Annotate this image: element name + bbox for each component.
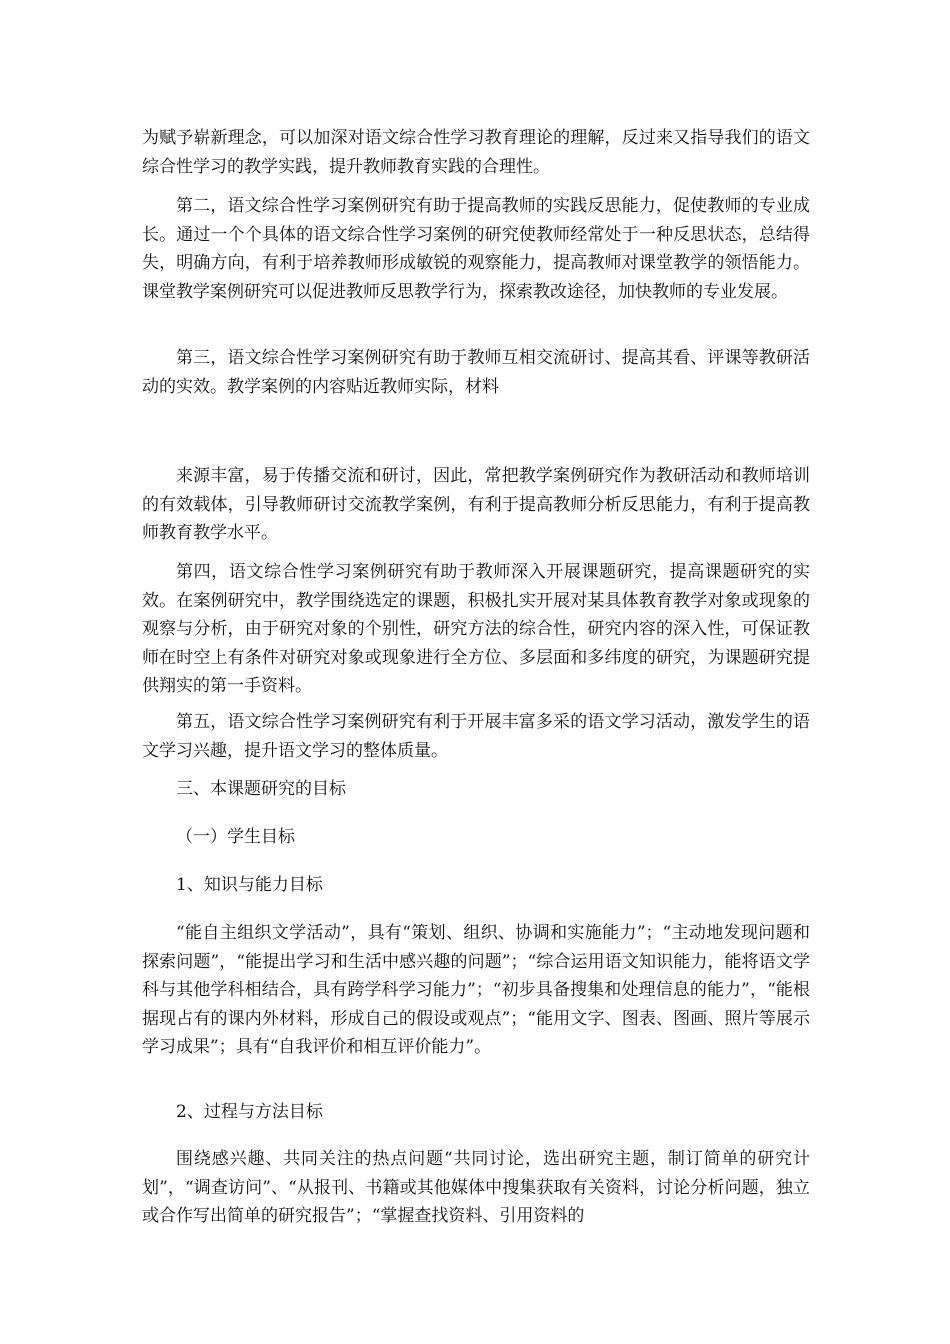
paragraph: “能自主组织文学活动”，具有“策划、组织、协调和实施能力”；“主动地发现问题和探索问题”，“能提出学习和生活中感兴趣的问题”；“综合运用语文知识能力，能将语文学科与其他学科相结合，具有跨学科学习能力”；“初步具备搜集和处理信息的能力”，“能根据现占有的课内外材料，形成自己的假设或观点”；“能用文字、图表、图画、照片等展示学习成果”；具有“自我评价和相互评价能力”。 (142, 923, 810, 1057)
paragraph: 第五，语文综合性学习案例研究有利于开展丰富多采的语文学习活动，激发学生的语文学习兴趣，提升语文学习的整体质量。 (142, 712, 810, 761)
paragraph: 来源丰富，易于传播交流和研讨，因此，常把教学案例研究作为教研活动和教师培训的有效载体，引导教师研讨交流教学案例，有利于提高教师分析反思能力，有利于提高教师教育教学水平。 (142, 466, 810, 543)
paragraph-block (142, 124, 810, 181)
paragraph-block (142, 462, 810, 548)
item-heading: 1、知识与能力目标 (176, 875, 323, 895)
paragraph: 第三，语文综合性学习案例研究有助于教师互相交流研讨、提高其看、评课等教研活动的实效。教学案例的内容贴近教师实际，材料 (142, 348, 810, 397)
paragraph: 为赋予崭新理念，可以加深对语文综合性学习教育理论的理解，反过来又指导我们的语文综合性学习的教学实践，提升教师教育实践的合理性。 (142, 128, 810, 177)
paragraph-block (142, 919, 810, 1062)
paragraph-block (142, 708, 810, 765)
paragraph-block (142, 1145, 810, 1231)
item-heading-block (142, 871, 810, 900)
subsection-heading: （一）学生目标 (176, 827, 295, 847)
section-heading: 三、本课题研究的目标 (176, 779, 346, 799)
subsection-heading-block (142, 823, 810, 852)
paragraph-block (142, 192, 810, 306)
paragraph-block (142, 344, 810, 401)
section-heading-block (142, 775, 810, 804)
paragraph-block (142, 558, 810, 701)
paragraph: 第四，语文综合性学习案例研究有助于教师深入开展课题研究，提高课题研究的实效。在案例研究中，教学围绕选定的课题，积极扎实开展对某具体教育教学对象或现象的观察与分析，由于研究对象的个别性，研究方法的综合性，研究内容的深入性，可保证教师在时空上有条件对研究对象或现象进行全方位、多层面和多纬度的研究，为课题研究提供翔实的第一手资料。 (142, 562, 810, 696)
paragraph: 第二，语文综合性学习案例研究有助于提高教师的实践反思能力，促使教师的专业成长。通过一个个具体的语文综合性学习案例的研究使教师经常处于一种反思状态，总结得失，明确方向，有利于培养教师形成敏锐的观察能力，提高教师对课堂教学的领悟能力。课堂教学案例研究可以促进教师反思教学行为，探索教改途径，加快教师的专业发展。 (142, 196, 810, 302)
item-heading-block (142, 1098, 810, 1127)
paragraph: 围绕感兴趣、共同关注的热点问题“共同讨论，选出研究主题，制订简单的研究计划”，“调查访问”、“从报刊、书籍或其他媒体中搜集获取有关资料，讨论分析问题，独立或合作写出简单的研究报告”；“掌握查找资料、引用资料的 (142, 1149, 810, 1226)
item-heading: 2、过程与方法目标 (176, 1102, 323, 1122)
